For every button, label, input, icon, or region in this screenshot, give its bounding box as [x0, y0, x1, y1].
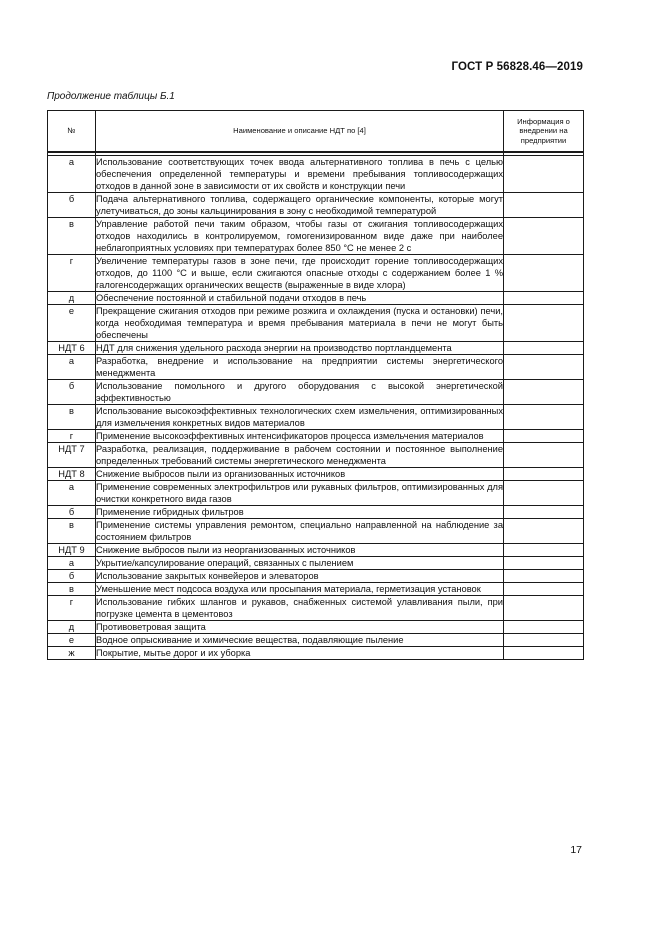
- table-row: [48, 193, 584, 218]
- row-number: г: [48, 255, 96, 292]
- row-info: [504, 292, 584, 305]
- row-info: [504, 156, 584, 193]
- row-description: Использование помольного и другого оборудования с высокой энергетической эффективностью: [96, 381, 503, 403]
- row-number: НДТ 8: [48, 468, 96, 481]
- row-info: [504, 443, 584, 468]
- ndt-table: [47, 110, 584, 660]
- table-row: [48, 430, 584, 443]
- row-number: НДТ 9: [48, 544, 96, 557]
- table-row: [48, 519, 584, 544]
- row-info: [504, 405, 584, 430]
- column-header-number: №: [48, 111, 96, 153]
- row-number: в: [48, 519, 96, 544]
- table-row: [48, 583, 584, 596]
- row-info: [504, 596, 584, 621]
- table-row: [48, 342, 584, 355]
- row-number: д: [48, 621, 96, 634]
- row-description: Использование высокоэффективных технологических схем измельчения, оптимизированных для измельчения конкретных видов материалов: [96, 406, 503, 428]
- row-description: Использование закрытых конвейеров и элеваторов: [96, 570, 504, 583]
- table-row: [48, 621, 584, 634]
- table-row: [48, 305, 584, 342]
- row-info: [504, 544, 584, 557]
- row-description: НДТ для снижения удельного расхода энергии на производство портландцемента: [96, 342, 504, 355]
- row-info: [504, 468, 584, 481]
- table-row: [48, 634, 584, 647]
- row-description: Использование соответствующих точек ввода альтернативного топлива в печь с целью обеспечения определенной температуры и времени пребывания топливосодержащих отходов в данной зоне в зависимости от их свойств и конструкции печи: [96, 157, 503, 191]
- table-row: [48, 506, 584, 519]
- row-number: д: [48, 292, 96, 305]
- row-description: Укрытие/капсулирование операций, связанных с пылением: [96, 557, 504, 570]
- table-row: [48, 405, 584, 430]
- row-number: б: [48, 193, 96, 218]
- row-number: а: [48, 557, 96, 570]
- row-description: Снижение выбросов пыли из неорганизованных источников: [96, 544, 504, 557]
- page-number: 17: [570, 844, 582, 856]
- row-number: г: [48, 596, 96, 621]
- row-description: Применение высокоэффективных интенсификаторов процесса измельчения материалов: [96, 430, 504, 443]
- row-description: Применение системы управления ремонтом, специально направленной на наблюдение за состоянием фильтров: [96, 520, 503, 542]
- row-description: Водное опрыскивание и химические вещества, подавляющие пыление: [96, 634, 504, 647]
- row-number: а: [48, 481, 96, 506]
- table-row: [48, 557, 584, 570]
- row-number: б: [48, 380, 96, 405]
- row-info: [504, 305, 584, 342]
- row-info: [504, 430, 584, 443]
- table-body: [48, 152, 584, 660]
- row-description: Разработка, внедрение и использование на предприятии системы энергетического менеджмента: [96, 356, 503, 378]
- row-info: [504, 647, 584, 660]
- table-caption: Продолжение таблицы Б.1: [47, 91, 175, 102]
- table-row: [48, 156, 584, 193]
- row-info: [504, 557, 584, 570]
- table-row: [48, 218, 584, 255]
- table-row: [48, 596, 584, 621]
- row-info: [504, 621, 584, 634]
- row-info: [504, 481, 584, 506]
- row-number: б: [48, 506, 96, 519]
- column-header-info: Информация о внедрении на предприятии: [504, 111, 584, 153]
- row-description: Уменьшение мест подсоса воздуха или просыпания материала, герметизация установок: [96, 583, 504, 596]
- row-number: в: [48, 218, 96, 255]
- row-info: [504, 218, 584, 255]
- row-description: Противоветровая защита: [96, 621, 504, 634]
- row-info: [504, 634, 584, 647]
- table-row: [48, 647, 584, 660]
- row-description: Использование гибких шлангов и рукавов, снабженных системой улавливания пыли, при погрузке цемента в цементовоз: [96, 597, 503, 619]
- row-number: е: [48, 305, 96, 342]
- row-description: Обеспечение постоянной и стабильной подачи отходов в печь: [96, 292, 504, 305]
- row-number: г: [48, 430, 96, 443]
- row-info: [504, 355, 584, 380]
- row-description: Прекращение сжигания отходов при режиме розжига и охлаждения (пуска и остановки) печи, когда необходимая температура и время пребывания материала в печи не могут быть обеспечены: [96, 306, 503, 340]
- row-description: Применение гибридных фильтров: [96, 506, 504, 519]
- row-info: [504, 583, 584, 596]
- table-row: [48, 355, 584, 380]
- table-row: [48, 380, 584, 405]
- row-number: НДТ 6: [48, 342, 96, 355]
- row-info: [504, 506, 584, 519]
- row-number: НДТ 7: [48, 443, 96, 468]
- row-number: е: [48, 634, 96, 647]
- table-row: [48, 481, 584, 506]
- row-number: б: [48, 570, 96, 583]
- row-description: Управление работой печи таким образом, чтобы газы от сжигания топливосодержащих отходов находились в контролируемом, гомогенизированном виде даже при наиболее неблагоприятных условиях при температурах более 850 °С не менее 2 с: [96, 219, 503, 253]
- row-number: а: [48, 355, 96, 380]
- table-header-row: [48, 111, 584, 153]
- row-number: в: [48, 405, 96, 430]
- row-number: а: [48, 156, 96, 193]
- row-number: ж: [48, 647, 96, 660]
- table-row: [48, 570, 584, 583]
- table-row: [48, 468, 584, 481]
- table-row: [48, 544, 584, 557]
- table-row: [48, 292, 584, 305]
- standard-code: ГОСТ Р 56828.46—2019: [451, 61, 583, 73]
- row-info: [504, 193, 584, 218]
- column-header-description: Наименование и описание НДТ по [4]: [96, 111, 504, 153]
- table-row: [48, 443, 584, 468]
- row-info: [504, 255, 584, 292]
- row-info: [504, 570, 584, 583]
- row-description: Покрытие, мытье дорог и их уборка: [96, 647, 504, 660]
- row-description: Снижение выбросов пыли из организованных источников: [96, 468, 504, 481]
- row-info: [504, 342, 584, 355]
- row-description: Подача альтернативного топлива, содержащего органические компоненты, которые могут улетучиваться, до зоны кальцинирования в зону с необходимой температурой: [96, 194, 503, 216]
- table-row: [48, 255, 584, 292]
- row-description: Разработка, реализация, поддерживание в рабочем состоянии и постоянное выполнение определенных требований системы энергетического менеджмента: [96, 444, 503, 466]
- row-info: [504, 380, 584, 405]
- row-number: в: [48, 583, 96, 596]
- row-info: [504, 519, 584, 544]
- row-description: Применение современных электрофильтров или рукавных фильтров, оптимизированных для очистки конкретного вида газов: [96, 482, 503, 504]
- row-description: Увеличение температуры газов в зоне печи, где происходит горение топливосодержащих отходов, до 1100 °С и выше, если сжигаются опасные отходы с содержанием более 1 % галогенсодержащих органических веществ (выраженные в виде хлора): [96, 256, 503, 290]
